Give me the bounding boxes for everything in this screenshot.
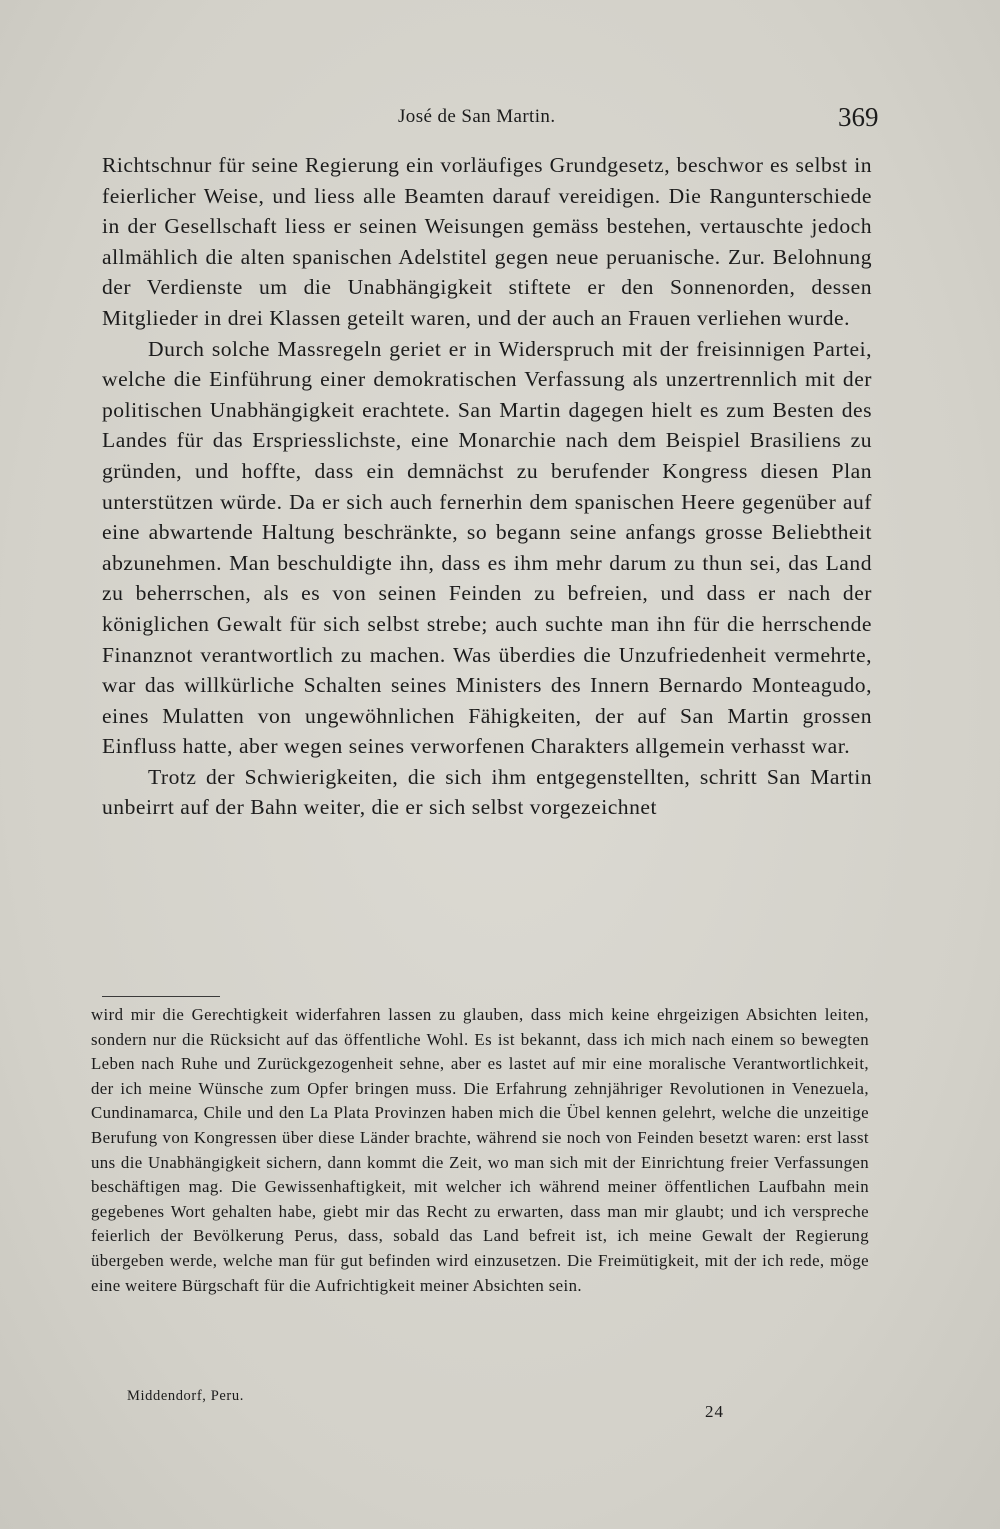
running-title: José de San Martin.: [398, 106, 556, 127]
footnote: [91, 1003, 869, 1298]
paragraph: Richtschnur für seine Regierung ein vorläufiges Grundgesetz, beschwor es selbst in feierlicher Weise, und liess alle Beamten darauf vereidigen. Die Rangunterschiede in der Gesellschaft liess er seinen Weisungen gemäss bestehen, vertauschte jedoch allmählich die alten spanischen Adelstitel gegen neue peruanische. Zur. Belohnung der Verdienste um die Unabhängigkeit stiftete er den Sonnenorden, dessen Mitglieder in drei Klassen geteilt waren, und der auch an Frauen verliehen wurde.: [102, 153, 872, 330]
signature-mark: Middendorf, Peru.: [127, 1388, 244, 1404]
sheet-number: 24: [705, 1402, 724, 1421]
main-text: [102, 150, 872, 823]
paragraph: Durch solche Massregeln geriet er in Widerspruch mit der freisinnigen Partei, welche die Einführung einer demokratischen Verfassung als unzertrennlich mit der politischen Unabhängigkeit erachtete. San Martin dagegen hielt es zum Besten des Landes für das Erspriesslichste, eine Monarchie nach dem Beispiel Brasiliens zu gründen, und hoffte, dass ein demnächst zu berufender Kongress diesen Plan unterstützen würde. Da er sich auch fernerhin dem spanischen Heere gegenüber auf eine abwartende Haltung beschränkte, so begann seine anfangs grosse Beliebtheit abzunehmen. Man beschuldigte ihn, dass es ihm mehr darum zu thun sei, das Land zu beherrschen, als es von seinen Feinden zu befreien, und dass er nach der königlichen Gewalt für sich selbst strebe; auch suchte man ihn für die herrschende Finanznot verantwortlich zu machen. Was überdies die Unzufriedenheit vermehrte, war das willkürliche Schalten seines Ministers des Innern Bernardo Monteagudo, eines Mulatten von ungewöhnlichen Fähigkeiten, der auf San Martin grossen Einfluss hatte, aber wegen seines verworfenen Charakters allgemein verhasst war.: [102, 336, 872, 759]
page-footer: [0, 1388, 1000, 1428]
footnote-text: wird mir die Gerechtigkeit widerfahren lassen zu glauben, dass mich keine ehrgeizigen Absichten leiten, sondern nur die Rücksicht auf das öffentliche Wohl. Es ist bekannt, dass ich mich nach einem so bewegten Leben nach Ruhe und Zurückgezogenheit sehne, aber es lastet auf mir eine moralische Verantwortlichkeit, der ich meine Wünsche zum Opfer bringen muss. Die Erfahrung zehnjähriger Revolutionen in Venezuela, Cundinamarca, Chile und den La Plata Provinzen haben mich die Übel kennen gelehrt, welche die unzeitige Berufung von Kongressen über diese Länder brachte, während sie noch von Feinden besetzt waren: erst lasst uns die Unabhängigkeit sichern, dann kommt die Zeit, wo man sich mit der Einrichtung freier Verfassungen beschäftigen mag. Die Gewissenhaftigkeit, mit welcher ich während meiner öffentlichen Laufbahn mein gegebenes Wort gehalten habe, giebt mir das Recht zu erwarten, dass man mir glaubt; und ich verspreche feierlich der Bevölkerung Perus, dass, sobald das Land befreit ist, ich meine Gewalt der Regierung übergeben werde, welche man für gut befinden wird einzusetzen. Die Freimütigkeit, mit der ich rede, möge eine weitere Bürgschaft für die Aufrichtigkeit meiner Absichten sein.: [91, 1005, 869, 1295]
page-number: 369: [838, 102, 879, 132]
footnote-divider: [102, 996, 220, 997]
paragraph: Trotz der Schwierigkeiten, die sich ihm entgegenstellten, schritt San Martin unbeirrt auf der Bahn weiter, die er sich selbst vorgezeichnet: [102, 764, 872, 820]
page-header: [0, 102, 1000, 142]
